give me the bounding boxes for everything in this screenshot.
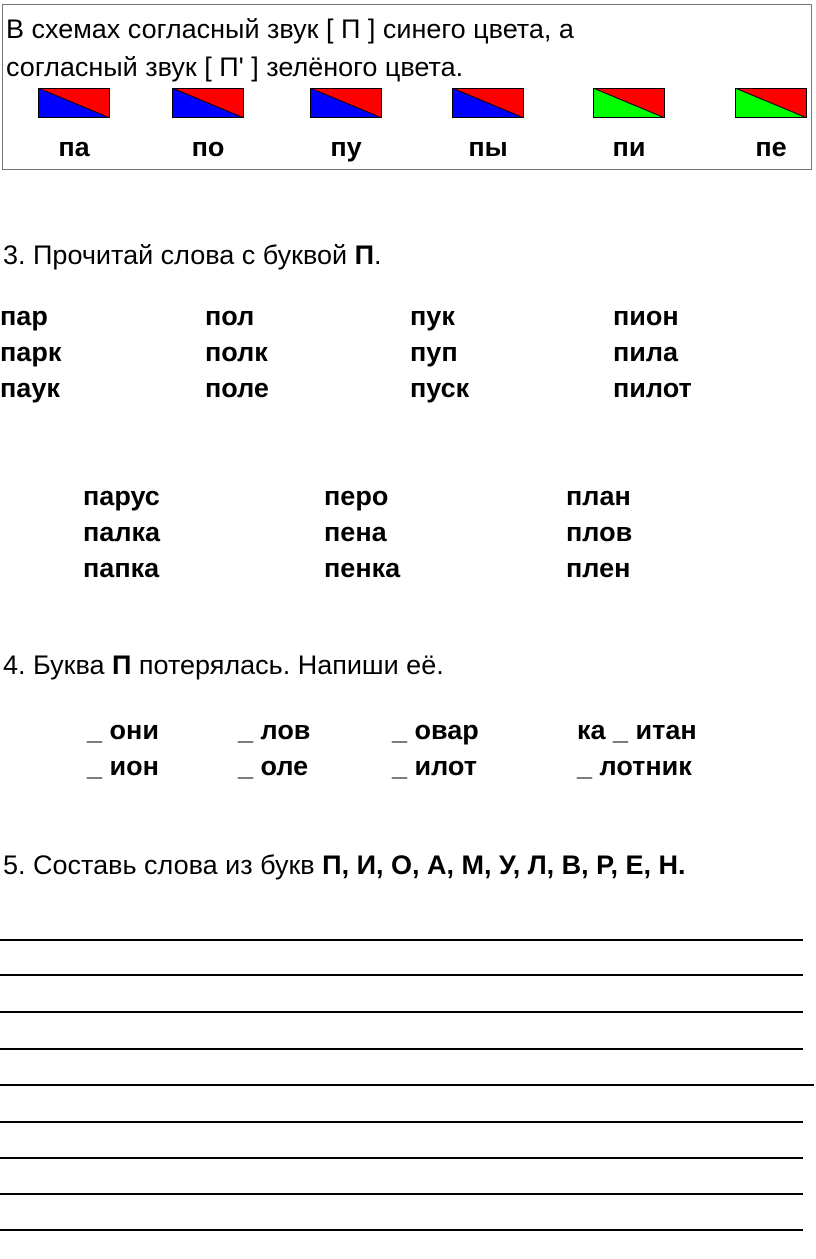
gap-word: _ ион — [87, 751, 159, 781]
gap-word-column — [392, 712, 479, 784]
word: поле — [205, 373, 269, 403]
word-column — [613, 298, 692, 406]
word: пенка — [324, 553, 401, 583]
syllable-label: пи — [612, 132, 646, 162]
intro-line-1: В схемах согласный звук [ П ] синего цвета, а — [6, 14, 574, 44]
gap-word: _ илот — [392, 751, 477, 781]
gap-word: _ лотник — [577, 751, 692, 781]
word-column — [410, 298, 469, 406]
word-column — [0, 298, 61, 406]
writing-line[interactable] — [0, 1193, 803, 1195]
task-4-letter: П — [112, 650, 132, 680]
task-5-heading — [3, 850, 685, 881]
writing-line[interactable] — [0, 1011, 803, 1013]
task-4-text-2: потерялась. Напиши её. — [131, 650, 444, 680]
task-3-letter: П — [354, 240, 375, 270]
writing-line[interactable] — [0, 1048, 803, 1050]
task-4-heading — [3, 650, 444, 681]
task-5-text: 5. Составь слова из букв — [3, 850, 323, 880]
writing-line[interactable] — [0, 974, 803, 976]
task-3-text: 3. Прочитай слова с буквой — [3, 240, 355, 270]
word: пуп — [410, 337, 458, 367]
writing-line[interactable] — [0, 1121, 803, 1123]
gap-word: _ овар — [392, 715, 479, 745]
word: пол — [205, 301, 255, 331]
word-column — [83, 478, 160, 586]
task-5-letters: П, И, О, А, М, У, Л, В, Р, Е, Н. — [322, 850, 686, 880]
word: парк — [0, 337, 62, 367]
scheme-py — [443, 88, 533, 163]
word-column — [205, 298, 269, 406]
scheme-diagram — [172, 88, 244, 118]
intro-text — [6, 10, 574, 86]
gap-word-column — [238, 712, 310, 784]
word: пук — [410, 301, 455, 331]
syllable-label: по — [191, 132, 225, 162]
word: пион — [613, 301, 679, 331]
scheme-diagram — [38, 88, 110, 118]
word: план — [566, 481, 631, 511]
word: пар — [0, 301, 48, 331]
syllable-label: па — [58, 132, 90, 162]
scheme-pu — [301, 88, 391, 163]
syllable-label: пу — [330, 132, 362, 162]
word: пила — [613, 337, 679, 367]
gap-word: _ оле — [238, 751, 309, 781]
scheme-pa — [29, 88, 119, 163]
scheme-pe — [726, 88, 816, 163]
word: перо — [324, 481, 389, 511]
gap-word-column — [87, 712, 159, 784]
intro-line-2: согласный звук [ П' ] зелёного цвета. — [6, 52, 464, 82]
scheme-diagram — [593, 88, 665, 118]
scheme-po — [163, 88, 253, 163]
scheme-diagram — [310, 88, 382, 118]
word: палка — [83, 517, 161, 547]
word: плов — [566, 517, 633, 547]
task-4-text-1: 4. Буква — [3, 650, 113, 680]
writing-line[interactable] — [0, 1157, 803, 1159]
word: пена — [324, 517, 387, 547]
word: паук — [0, 373, 60, 403]
writing-line[interactable] — [0, 939, 803, 941]
gap-word: ка _ итан — [577, 715, 697, 745]
word: плен — [566, 553, 631, 583]
word: полк — [205, 337, 268, 367]
word: парус — [83, 481, 160, 511]
syllable-label: пе — [755, 132, 787, 162]
sound-schemes — [0, 88, 816, 168]
scheme-pi — [584, 88, 674, 163]
word-column — [566, 478, 632, 586]
word: пилот — [613, 373, 692, 403]
word-column — [324, 478, 400, 586]
syllable-label: пы — [468, 132, 508, 162]
task-3-heading — [3, 240, 382, 271]
word: пуск — [410, 373, 470, 403]
task-3-end: . — [374, 240, 382, 270]
scheme-diagram — [735, 88, 807, 118]
writing-line[interactable] — [0, 1084, 814, 1086]
gap-word: _ они — [87, 715, 159, 745]
scheme-diagram — [452, 88, 524, 118]
gap-word: _ лов — [238, 715, 311, 745]
word: папка — [83, 553, 160, 583]
writing-line[interactable] — [0, 1229, 803, 1231]
gap-word-column — [577, 712, 697, 784]
